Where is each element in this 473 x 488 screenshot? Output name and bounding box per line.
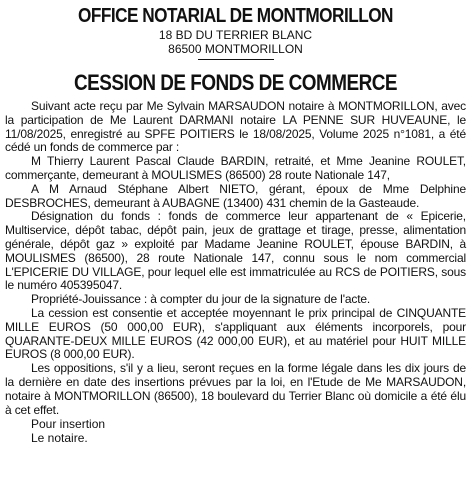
closing-line-1: Pour insertion <box>31 417 106 432</box>
notice-title: CESSION DE FONDS DE COMMERCE <box>73 70 397 95</box>
paragraph-price: La cession est consentie et acceptée moyennant le prix principal de CINQUANTE MILLE EUROS (50 000,00 EUR), s'appliquant aux éléments incorporels, pour QUARANTE-DEUX MILLE EUROS (42 000,00 EUR), et au matériel pour HUIT MILLE EUROS (8 000,00 EUR). <box>5 305 466 362</box>
paragraph-possession: Propriété-Jouissance : à compter du jour de la signature de l'acte. <box>31 292 371 307</box>
paragraph-designation: Désignation du fonds : fonds de commerce leur appartenant de « Epicerie, Multiservice, dépôt tabac, dépôt pain, jeux de grattage et tirage, presse, alimentation générale, dépôt gaz » exploité par Madame Jeanine ROULET, épouse BARDIN, à MOULISMES (86500), 28 route Nationale 147, connu sous le nom commercial L'EPICERIE DU VILLAGE, pour lequel elle est immatriculée au RCS de POITIERS, sous le numéro 405395047. <box>5 209 466 293</box>
address-line-1: 18 BD DU TERRIER BLANC <box>158 28 313 42</box>
paragraph-sellers: M Thierry Laurent Pascal Claude BARDIN, retraité, et Mme Jeanine ROULET, commerçante, demeurant à MOULISMES (86500) 28 route Nationale 147, <box>5 154 466 182</box>
notice-body <box>5 100 466 417</box>
address-line-2: 86500 MONTMORILLON <box>168 42 303 56</box>
paragraph-buyer: A M Arnaud Stéphane Albert NIETO, gérant, époux de Mme Delphine DESBROCHES, demeurant à AUBAGNE (13400) 431 chemin de la Gasteaude. <box>5 181 466 210</box>
header-divider <box>198 59 274 60</box>
paragraph-oppositions: Les oppositions, s'il y a lieu, seront reçues en la forme légale dans les dix jours de la dernière en date des insertions prévues par la loi, en l'Etude de Me MARSAUDON, notaire à MONTMORILLON (86500), 18 boulevard du Terrier Blanc où domicile a été élu à cet effet. <box>5 361 466 417</box>
office-title: OFFICE NOTARIAL DE MONTMORILLON <box>78 5 393 27</box>
paragraph-deed: Suivant acte reçu par Me Sylvain MARSAUDON notaire à MONTMORILLON, avec la participation de Me Laurent DARMANI notaire LA PENNE SUR HUVEAUNE, le 11/08/2025, enregistré au SPFE POITIERS le 18/08/2025, Volume 2025 n°1081, a été cédé un fonds de commerce par : <box>5 99 466 155</box>
closing-line-2: Le notaire. <box>31 431 88 446</box>
